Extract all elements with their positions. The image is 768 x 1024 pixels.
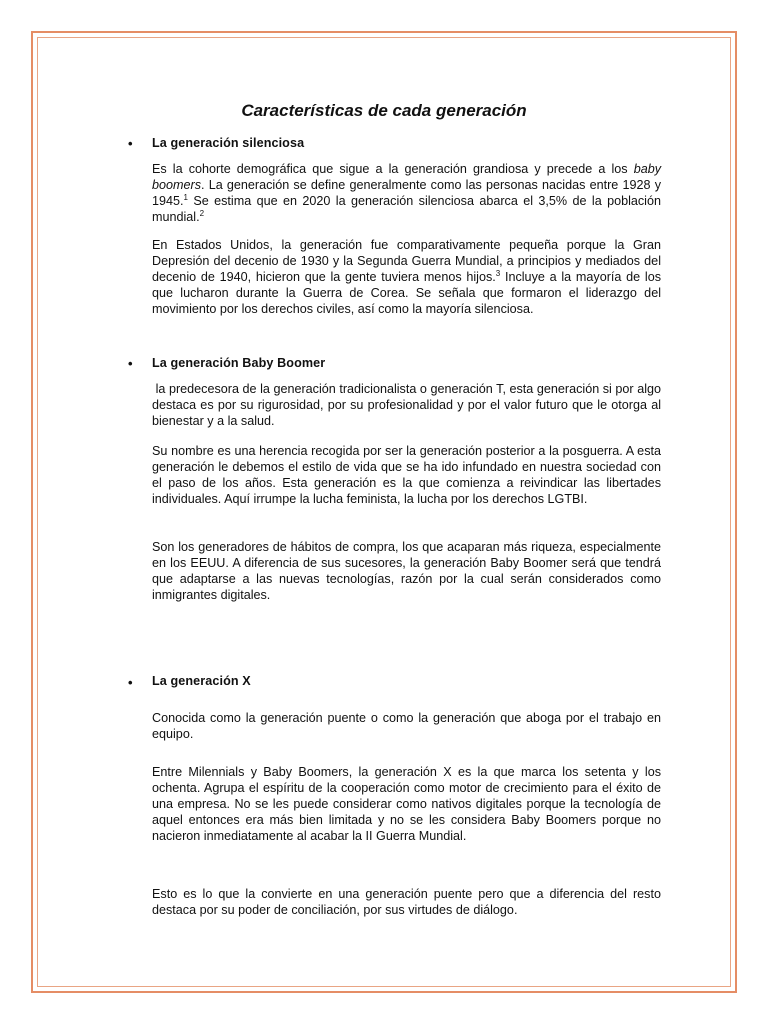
paragraph-silenciosa-2: En Estados Unidos, la generación fue comparativamente pequeña porque la Gran Depresión del decenio de 1930 y la Segunda Guerra Mundial, a principios y mediados del decenio de 1940, hicieron que la gente tuviera menos hijos.$^3$ Incluye a la mayoría de los que lucharon durante la Guerra de Corea. Se señala que formaron el liderazgo del movimiento por los derechos civiles, así como la mayoría silenciosa. [152, 238, 661, 316]
bullet-icon: • [128, 136, 133, 151]
section-heading-baby-boomer: La generación Baby Boomer [152, 356, 326, 370]
paragraph-x-2: Entre Milennials y Baby Boomers, la generación X es la que marca los setenta y los ochenta. Agrupa el espíritu de la cooperación como motor de crecimiento para el éxito de una empresa. No se les puede considerar como nativos digitales porque la tecnología de aquel entonces era más bien limitada y no se les considera Baby Boomers porque no nacieron inmediatamente al acabar la II Guerra Mundial. [152, 765, 661, 843]
paragraph-boomer-3: Son los generadores de hábitos de compra, los que acaparan más riqueza, especialmente en los EEUU. A diferencia de sus sucesores, la generación Baby Boomer será que tendrá que adaptarse a las nuevas tecnologías, razón por la cual serán considerados como inmigrantes digitales. [152, 540, 661, 602]
paragraph-silenciosa-1: Es la cohorte demográfica que sigue a la generación grandiosa y precede a los baby boomers. La generación se define generalmente como las personas nacidas entre 1928 y 1945.$^1$ Se estima que en 2020 la generación silenciosa abarca el 3,5% de la población mundial.$^2$ [152, 162, 661, 224]
paragraph-boomer-1: la predecesora de la generación tradicionalista o generación T, esta generación si por algo destaca es por su rigurosidad, por su profesionalidad y por el valor futuro que le otorga al bienestar y a la salud. [152, 382, 665, 428]
paragraph-x-1: Conocida como la generación puente o como la generación que aboga por el trabajo en equipo. [152, 711, 661, 741]
bullet-icon: • [128, 356, 133, 371]
section-heading-generacion-x: La generación X [152, 674, 251, 688]
paragraph-x-3: Esto es lo que la convierte en una generación puente pero que a diferencia del resto destaca por su poder de conciliación, por sus virtudes de diálogo. [152, 887, 661, 917]
document-title: Características de cada generación [241, 101, 527, 120]
section-heading-silenciosa: La generación silenciosa [152, 136, 305, 150]
bullet-icon: • [128, 675, 133, 690]
paragraph-boomer-2: Su nombre es una herencia recogida por ser la generación posterior a la posguerra. A esta generación le debemos el estilo de vida que se ha ido infundado en nuestra sociedad con el paso de los años. Esta generación es la que comienza a reivindicar las libertades individuales. Aquí irrumpe la lucha feminista, la lucha por los derechos LGTBI. [152, 444, 661, 506]
